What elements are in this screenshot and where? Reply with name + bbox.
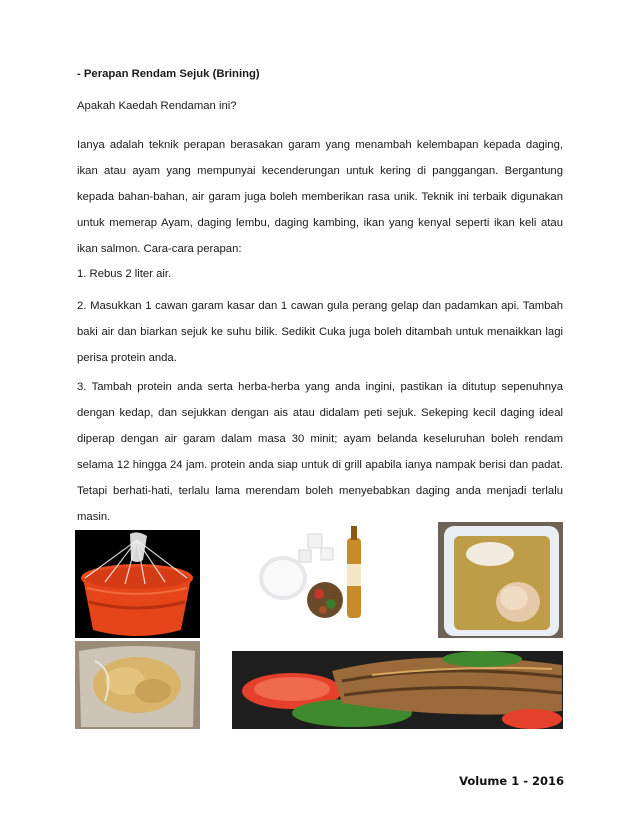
section-question: Apakah Kaedah Rendaman ini? xyxy=(77,100,237,112)
brine-ingredients-image xyxy=(253,520,365,638)
step-1 xyxy=(77,261,563,287)
section-heading: - Perapan Rendam Sejuk (Brining) xyxy=(77,68,260,80)
step-1-text: 1. Rebus 2 liter air. xyxy=(77,268,172,280)
volume-footer: Volume 1 - 2016 xyxy=(459,774,564,788)
grilled-fish-image xyxy=(232,651,563,729)
intro-paragraph xyxy=(77,132,563,262)
intro-text: Ianya adalah teknik perapan berasakan garam yang menambah kelembapan kepada daging, ikan atau ayam yang mempunyai kecenderungan untuk kering di panggangan. Bergantung kepada bahan-bahan, air garam juga boleh memberikan rasa unik. Teknik ini terbaik digunakan untuk memerap Ayam, daging lembu, daging kambing, ikan yang kenyal seperti ikan keli atau ikan salmon. Cara-cara perapan: xyxy=(77,139,563,255)
step-3 xyxy=(77,374,563,530)
step-3-text: 3. Tambah protein anda serta herba-herba yang anda ingini, pastikan ia ditutup sepenuhnya dengan kedap, dan sejukkan dengan ais atau didalam peti sejuk. Sekeping kecil daging ideal diperap dengan air garam dalam masa 30 minit; ayam belanda keseluruhan boleh rendam selama 12 hingga 24 jam. protein anda siap untuk di grill apabila ianya nampak berisi dan padat. Tetapi berhati-hati, terlalu lama merendam boleh menyebabkan daging anda menjadi terlalu masin. xyxy=(77,381,563,523)
step-2-text: 2. Masukkan 1 cawan garam kasar dan 1 cawan gula perang gelap dan padamkan api. Tambah baki air dan biarkan sejuk ke suhu bilik. Sedikit Cuka juga boleh ditambah untuk menaikkan lagi perisa protein anda. xyxy=(77,300,563,364)
chicken-bag-image xyxy=(75,641,200,729)
chicken-brine-container-image xyxy=(438,522,563,638)
step-2 xyxy=(77,293,563,371)
brining-bucket-image xyxy=(75,530,200,638)
